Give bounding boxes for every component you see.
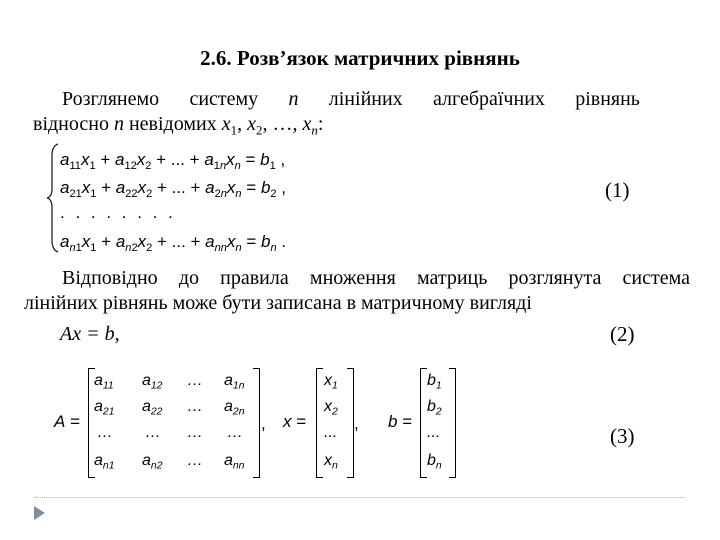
x-dots: ...: [324, 424, 338, 441]
separator-comma-2: ,: [354, 414, 359, 433]
section-title: 2.6. Розв’язок матричних рівнянь: [200, 46, 520, 70]
A-2n: $a_{2n}$: [224, 398, 245, 418]
A-nn: $a_{nn}$: [224, 452, 245, 472]
intro-line-1: [62, 87, 640, 111]
A-1n: $a_{1n}$: [224, 372, 245, 392]
A-22: $a_{22}$: [142, 398, 163, 418]
word-n: n: [288, 88, 299, 110]
x-1: $x_1$: [324, 372, 338, 392]
text-line-4: лінійних рівнянь може бути записана в матричному вигляді: [24, 292, 532, 314]
b-dots: ...: [427, 424, 441, 441]
system-row-3: . . . . . . . .: [60, 203, 176, 222]
b-1: $b_1$: [427, 372, 442, 392]
A-n3: …: [187, 452, 203, 469]
matrix-b-label: b =: [388, 412, 413, 431]
A-12: $a_{12}$: [142, 372, 163, 392]
A-23: …: [187, 398, 203, 415]
x-2: $x_2$: [324, 398, 338, 418]
footer-divider: [35, 497, 685, 498]
A-11: $a_{11}$: [94, 372, 114, 392]
intro-line-2: [33, 112, 323, 136]
A-n2: $a_{n2}$: [142, 452, 163, 472]
equation-number-2: (2): [610, 322, 635, 346]
A-21: $a_{21}$: [94, 398, 115, 418]
word: систему: [189, 88, 259, 110]
A-33: …: [187, 424, 203, 441]
x-n: $x_n$: [324, 452, 338, 472]
system-row-1: $a_{11}x_1 + a_{12}x_2$ + ... + $a_{1n}x_n = b_1$ ,: [60, 150, 286, 172]
system-row-4: $a_{n1}x_1 + a_{n2}x_2$ + ... + $a_{nn}x_n = b_n$ .: [60, 232, 287, 254]
A-n1: $a_{n1}$: [94, 452, 115, 472]
word: рівнянь: [575, 88, 640, 110]
system-row-2: $a_{21}x_1 + a_{22}x_2$ + ... + $a_{2n}x_n = b_2$ ,: [60, 178, 287, 200]
intro-line-2-text: відносно n невідомих $x_1$, $x_2$, …, $x_n$:: [33, 113, 324, 138]
word: лінійних: [328, 88, 403, 110]
b-n: $b_n$: [427, 452, 442, 472]
word: алгебраїчних: [432, 88, 545, 110]
b-2: $b_2$: [427, 398, 442, 418]
next-arrow-icon[interactable]: [34, 506, 45, 520]
equation-number-3: (3): [610, 424, 635, 448]
system-brace: [44, 142, 60, 254]
A-34: …: [227, 424, 243, 441]
A-31: …: [97, 424, 113, 441]
word: Розглянемо: [62, 88, 160, 110]
A-32: …: [145, 424, 161, 441]
A-13: …: [187, 372, 203, 389]
separator-comma-1: ,: [261, 414, 266, 433]
equation-number-1: (1): [605, 178, 630, 202]
matrix-equation: Ax = b,: [60, 323, 120, 345]
matrix-x-label: x =: [283, 412, 307, 431]
text-line-3: Відповідно до правила множення матриць розглянута система: [62, 267, 690, 289]
matrix-A-label: A =: [54, 412, 80, 431]
